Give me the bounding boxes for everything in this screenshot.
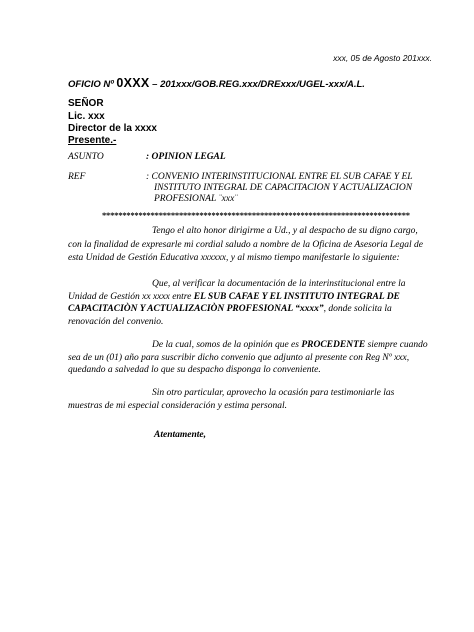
asunto-label: ASUNTO [68, 152, 104, 162]
paragraph-4-line-1: Sin otro particular, aprovecho la ocasión para testimoniarle las [152, 388, 395, 398]
procedente-bold: PROCEDENTE [301, 340, 366, 350]
paragraph-3-line-2: sea de un (01) año para suscribir dicho convenio que adjunto al presente con Reg Nº xxx, [68, 353, 410, 363]
addressee-presente: Presente.- [68, 135, 117, 146]
asunto-value: : OPINION LEGAL [146, 152, 226, 162]
paragraph-1-line-2: con la finalidad de expresarle mi cordial saludo a nombre de la Oficina de Asesoria Legal de [68, 240, 423, 250]
paragraph-2-line-2-text: Unidad de Gestión xx xxxx entre [68, 292, 194, 302]
oficio-number: 0XXX [116, 76, 150, 90]
paragraph-2-line-3-text: , donde solicita la [323, 304, 392, 314]
ref-line-3: PROFESIONAL ¨xxx¨ [154, 194, 238, 204]
ref-label: REF [68, 172, 86, 182]
paragraph-4-line-2: muestras de mi especial consideración y estima personal. [68, 401, 287, 411]
paragraph-1-line-3: esta Unidad de Gestión Educativa xxxxxx, y al mismo tiempo manifestarle lo siguiente: [68, 253, 400, 263]
paragraph-2-line-1: Que, al verificar la documentación de la interinstitucional entre la [152, 279, 406, 289]
paragraph-3-line-3: quedando a salvedad lo que su despacho disponga lo conveniente. [68, 365, 321, 375]
oficio-reference [68, 76, 365, 90]
ref-line-2: INSTITUTO INTEGRAL DE CAPACITACION Y ACTUALIZACION [154, 183, 413, 193]
oficio-suffix: – 201xxx/GOB.REG.xxx/DRExxx/UGEL-xxx/A.L. [149, 79, 365, 90]
paragraph-2-line-3-bold: CAPACITACIÒN Y ACTUALIZACIÒN PROFESIONAL “xxxx” [68, 304, 324, 314]
addressee-title: SEÑOR [68, 98, 104, 109]
paragraph-2-line-4: renovación del convenio. [68, 317, 164, 327]
ref-line-1: : CONVENIO INTERINSTITUCIONAL ENTRE EL SUB CAFAE Y EL [146, 172, 413, 182]
paragraph-1-line-1: Tengo el alto honor dirigirme a Ud., y al despacho de su digno cargo, [152, 226, 418, 236]
paragraph-2-line-2-bold: EL SUB CAFAE Y EL INSTITUTO INTEGRAL DE [193, 292, 400, 302]
paragraph-3-line-1-tail: siempre cuando [365, 340, 428, 350]
oficio-prefix: OFICIO Nº [68, 79, 117, 90]
paragraph-3-line-1 [152, 340, 428, 350]
letter-date: xxx, 05 de Agosto 201xxx. [333, 53, 432, 63]
separator-stars: **************************************************************************** [102, 210, 410, 220]
paragraph-2-line-3 [68, 304, 392, 314]
paragraph-2-line-2 [68, 292, 400, 302]
addressee-position: Director de la xxxx [68, 123, 157, 134]
addressee-name: Lic. xxx [68, 111, 105, 122]
paragraph-3-line-1-text: De la cual, somos de la opinión que es [152, 340, 302, 350]
closing-salutation: Atentamente, [154, 430, 206, 440]
